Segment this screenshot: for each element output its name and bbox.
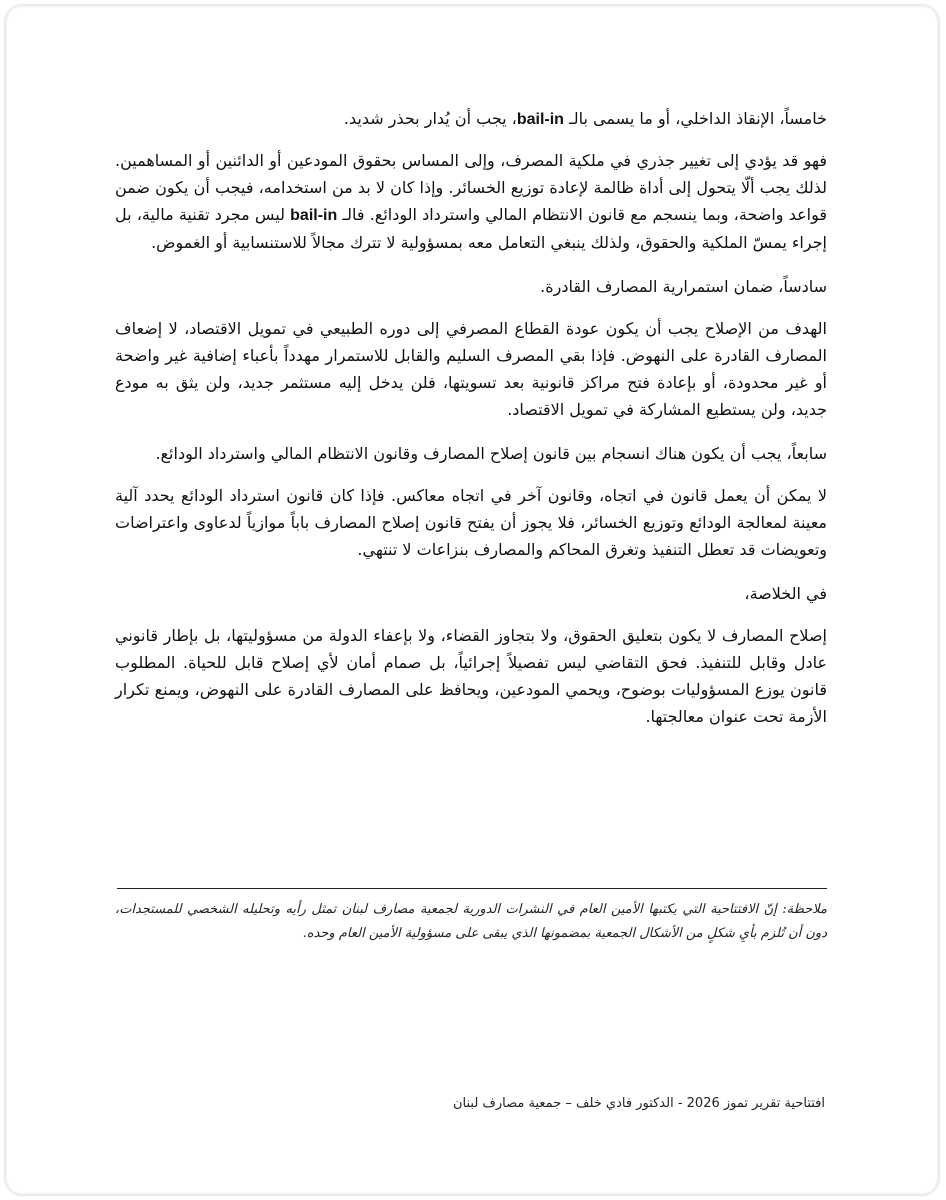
section-seven-heading: سابعاً، يجب أن يكون هناك انسجام بين قانون إصلاح المصارف وقانون الانتظام المالي واسترداد الودائع. — [155, 444, 827, 463]
section-five-paragraph-text-end: ليس مجرد تقنية مالية، بل إجراء يمسّ الملكية والحقوق، ولذلك ينبغي التعامل معه بمسؤولية لا تترك مجالاً للاستنسابية أو الغموض. — [115, 205, 827, 252]
section-seven-paragraph: لا يمكن أن يعمل قانون في اتجاه، وقانون آخر في اتجاه معاكس. فإذا كان قانون استرداد الودائع يحدد آلية معينة لمعالجة الودائع وتوزيع الخسائر، فلا يجوز أن يفتح قانون إصلاح المصارف باباً موازياً لدعاوى واعتراضات وتعويضات قد تعطل التنفيذ وتغرق المحاكم والمصارف بنزاعات لا تنتهي. — [115, 486, 827, 559]
footnote-divider — [117, 888, 827, 889]
page-footer: افتتاحية تقرير تموز 2026 - الدكتور فادي خلف – جمعية مصارف لبنان — [452, 1096, 825, 1111]
bail-in-term: bail-in — [290, 207, 338, 224]
section-five-paragraph-text-start: فهو قد يؤدي إلى تغيير جذري في ملكية المصرف، وإلى المساس بحقوق المودعين أو الدائنين أو المساهمين. لذلك يجب ألّا يتحول إلى أداة ظالمة لإعادة توزيع الخسائر. وإذا كان لا بد من استخدامه، فيجب أن يكون ضمن قواعد واضحة، وبما ينسجم مع قانون الانتظام المالي واسترداد الودائع. فالـ — [115, 151, 827, 224]
conclusion-heading: في الخلاصة، — [744, 584, 827, 603]
bail-in-term: bail-in — [516, 111, 564, 128]
section-five-paragraph — [115, 147, 827, 256]
document-page — [4, 4, 940, 1196]
section-five-heading-text-start: خامساً، الإنقاذ الداخلي، أو ما يسمى بالـ — [563, 109, 827, 128]
article-body — [115, 105, 827, 745]
section-six-heading: سادساً، ضمان استمرارية المصارف القادرة. — [540, 277, 827, 296]
section-five-heading — [115, 105, 827, 133]
conclusion-paragraph: إصلاح المصارف لا يكون بتعليق الحقوق، ولا بتجاوز القضاء، ولا بإعفاء الدولة من مسؤوليتها، بل بإطار قانوني عادل وقابل للتنفيذ. فحق التقاضي ليس تفصيلاً إجرائياً، بل صمام أمان لأي إصلاح قابل للحياة. المطلوب قانون يوزع المسؤوليات بوضوح، ويحمي المودعين، ويحافظ على المصارف القادرة على النهوض، ويمنع تكرار الأزمة تحت عنوان معالجتها. — [115, 626, 827, 726]
section-six-paragraph: الهدف من الإصلاح يجب أن يكون عودة القطاع المصرفي إلى دوره الطبيعي في تمويل الاقتصاد، لا إضعاف المصارف القادرة على النهوض. فإذا بقي المصرف السليم والقابل للاستمرار مهدداً بأعباء إضافية غير واضحة أو غير محدودة، أو بإعادة فتح مراكز قانونية بعد تسويتها، فلن يدخل إليه مستثمر جديد، ولن يثق به مودع جديد، ولن يستطيع المشاركة في تمويل الاقتصاد. — [115, 319, 827, 419]
disclaimer-note: ملاحظة: إنّ الافتتاحية التي يكتبها الأمين العام في النشرات الدورية لجمعية مصارف لبنان تمثل رأيه وتحليله الشخصي للمستجدات، دون أن تُلزم بأيِ شكلٍ من الأشكال الجمعية بمضمونها الذي يبقى على مسؤولية الأمين العام وحده. — [115, 902, 827, 941]
section-five-heading-text-end: ، يجب أن يُدار بحذر شديد. — [343, 109, 517, 128]
